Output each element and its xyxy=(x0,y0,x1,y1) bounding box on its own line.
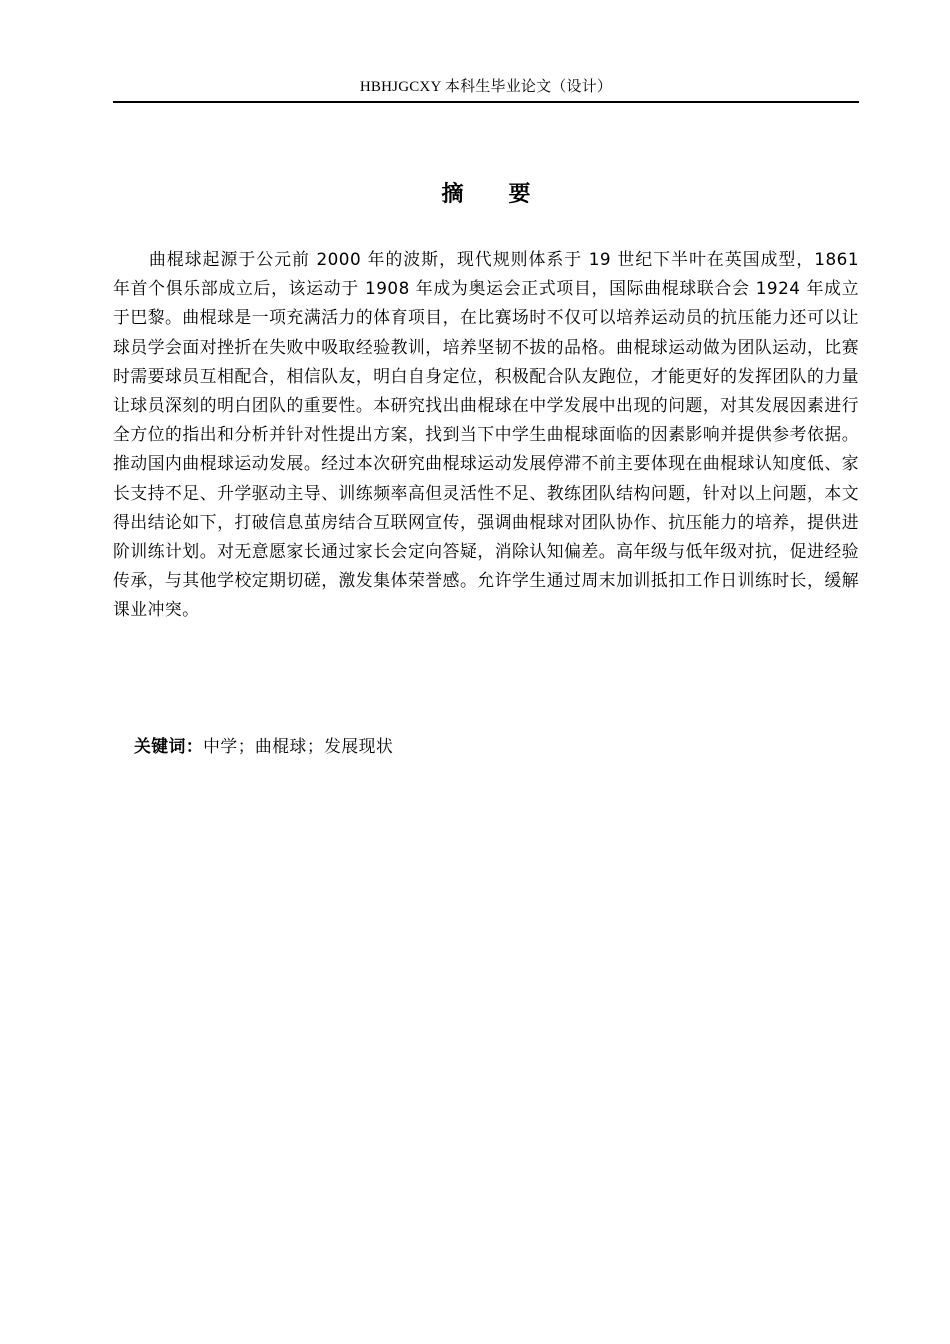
header-text: HBHJGCXY 本科生毕业论文（设计） xyxy=(359,79,613,95)
keywords-value: 中学；曲棍球；发展现状 xyxy=(203,736,394,756)
keywords-label: 关键词： xyxy=(134,736,204,756)
keywords-line xyxy=(134,732,834,761)
page-header xyxy=(113,74,859,103)
abstract-title: 摘要 xyxy=(441,182,576,207)
abstract-body: 曲棍球起源于公元前 2000 年的波斯，现代规则体系于 19 世纪下半叶在英国成型，1861 年首个俱乐部成立后，该运动于 1908 年成为奥运会正式项目，国际曲棍球联合会 1924 年成立于巴黎。曲棍球是一项充满活力的体育项目，在比赛场时不仅可以培养运动员的抗压能力还可以让球员学会面对挫折在失败中吸取经验教训，培养坚韧不拔的品格。曲棍球运动做为团队运动，比赛时需要球员互相配合，相信队友，明白自身定位，积极配合队友跑位，才能更好的发挥团队的力量让球员深刻的明白团队的重要性。本研究找出曲棍球在中学发展中出现的问题，对其发展因素进行全方位的指出和分析并针对性提出方案，找到当下中学生曲棍球面临的因素影响并提供参考依据。推动国内曲棍球运动发展。经过本次研究曲棍球运动发展停滞不前主要体现在曲棍球认知度低、家长支持不足、升学驱动主导、训练频率高但灵活性不足、教练团队结构问题，针对以上问题，本文得出结论如下，打破信息茧房结合互联网宣传，强调曲棍球对团队协作、抗压能力的培养，提供进阶训练计划。对无意愿家长通过家长会定向答疑，消除认知偏差。高年级与低年级对抗，促进经验传承，与其他学校定期切磋，激发集体荣誉感。允许学生通过周末加训抵扣工作日训练时长，缓解课业冲突。 xyxy=(113,249,859,620)
